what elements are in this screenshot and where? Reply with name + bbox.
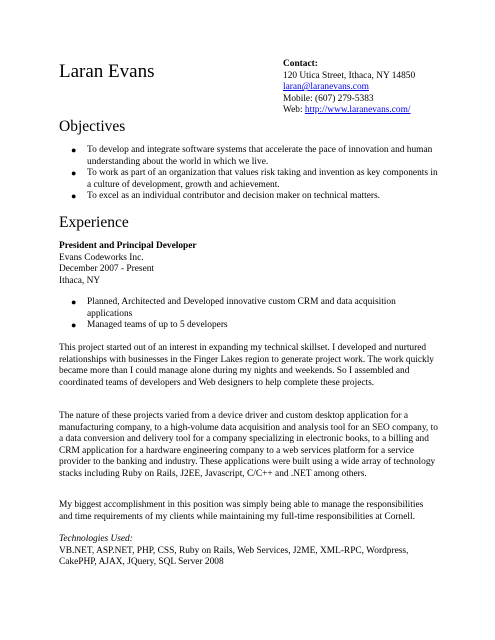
technologies-block bbox=[59, 534, 439, 569]
experience-paragraph: This project started out of an interest in expanding my technical skillset. I developed and nurtured relationships with businesses in the Finger Lakes region to generate project work. The work quickly became more than I could manage alone during my nights and weekends. So I assembled and coordinated teams of developers and Web designers to help complete these projects. bbox=[59, 343, 434, 388]
experience-paragraph: The nature of these projects varied from a device driver and custom desktop application for a manufacturing company, to a high-volume data acquisition and analysis tool for an SEO company, to a data conversion and delivery tool for a company specializing in electronic books, to a billing and CRM application for a hardware engineering company to a web services platform for a service provider to the banking and industry. These applications were built using a wide array of technology stacks including Ruby on Rails, J2EE, Javascript, C/C++ and .NET among others. bbox=[59, 411, 438, 479]
job-title: President and Principal Developer bbox=[59, 241, 197, 251]
bullet-icon: ● bbox=[71, 145, 77, 155]
list-item: ● Planned, Architected and Developed innovative custom CRM and data acquisition applications bbox=[71, 297, 396, 319]
objectives-heading: Objectives bbox=[59, 118, 126, 135]
contact-web-label: Web: bbox=[283, 105, 305, 116]
contact-email-link[interactable]: laran@laranevans.com bbox=[283, 82, 369, 93]
contact-label: Contact: bbox=[283, 59, 318, 69]
job-dates: December 2007 - Present bbox=[59, 264, 155, 275]
objectives-list bbox=[59, 145, 439, 203]
technologies-label: Technologies Used: bbox=[59, 534, 133, 544]
resume-name: Laran Evans bbox=[59, 61, 155, 82]
contact-block bbox=[283, 59, 483, 117]
list-item: ● To develop and integrate software systems that accelerate the pace of innovation and human understanding about the world in which we live. bbox=[71, 145, 433, 167]
list-item: ● Managed teams of up to 5 developers bbox=[71, 320, 228, 331]
job-header bbox=[59, 241, 439, 287]
contact-mobile: Mobile: (607) 279-5383 bbox=[283, 93, 374, 104]
bullet-icon: ● bbox=[71, 320, 77, 331]
contact-web-link[interactable]: http://www.laranevans.com/ bbox=[304, 105, 411, 116]
bullet-icon: ● bbox=[71, 191, 77, 202]
technologies-list: VB.NET, ASP.NET, PHP, CSS, Ruby on Rails, Web Services, J2ME, XML-RPC, Wordpress, CakePHP, AJAX, JQuery, SQL Server 2008 bbox=[59, 545, 409, 568]
experience-heading: Experience bbox=[59, 214, 129, 231]
bullet-icon: ● bbox=[71, 168, 77, 179]
contact-address: 120 Utica Street, Ithaca, NY 14850 bbox=[283, 70, 416, 81]
experience-paragraph: My biggest accomplishment in this position was simply being able to manage the responsibilities and time requirements of my clients while maintaining my full-time responsibilities at Cornell. bbox=[59, 500, 424, 522]
bullet-icon: ● bbox=[71, 297, 77, 307]
list-item: ● To excel as an individual contributor and decision maker on technical matters. bbox=[71, 191, 380, 202]
job-highlights bbox=[59, 297, 439, 332]
job-location: Ithaca, NY bbox=[59, 275, 101, 286]
job-company: Evans Codeworks Inc. bbox=[59, 252, 144, 263]
list-item: ● To work as part of an organization that values risk taking and invention as key components in a culture of development, growth and achievement. bbox=[71, 168, 438, 190]
